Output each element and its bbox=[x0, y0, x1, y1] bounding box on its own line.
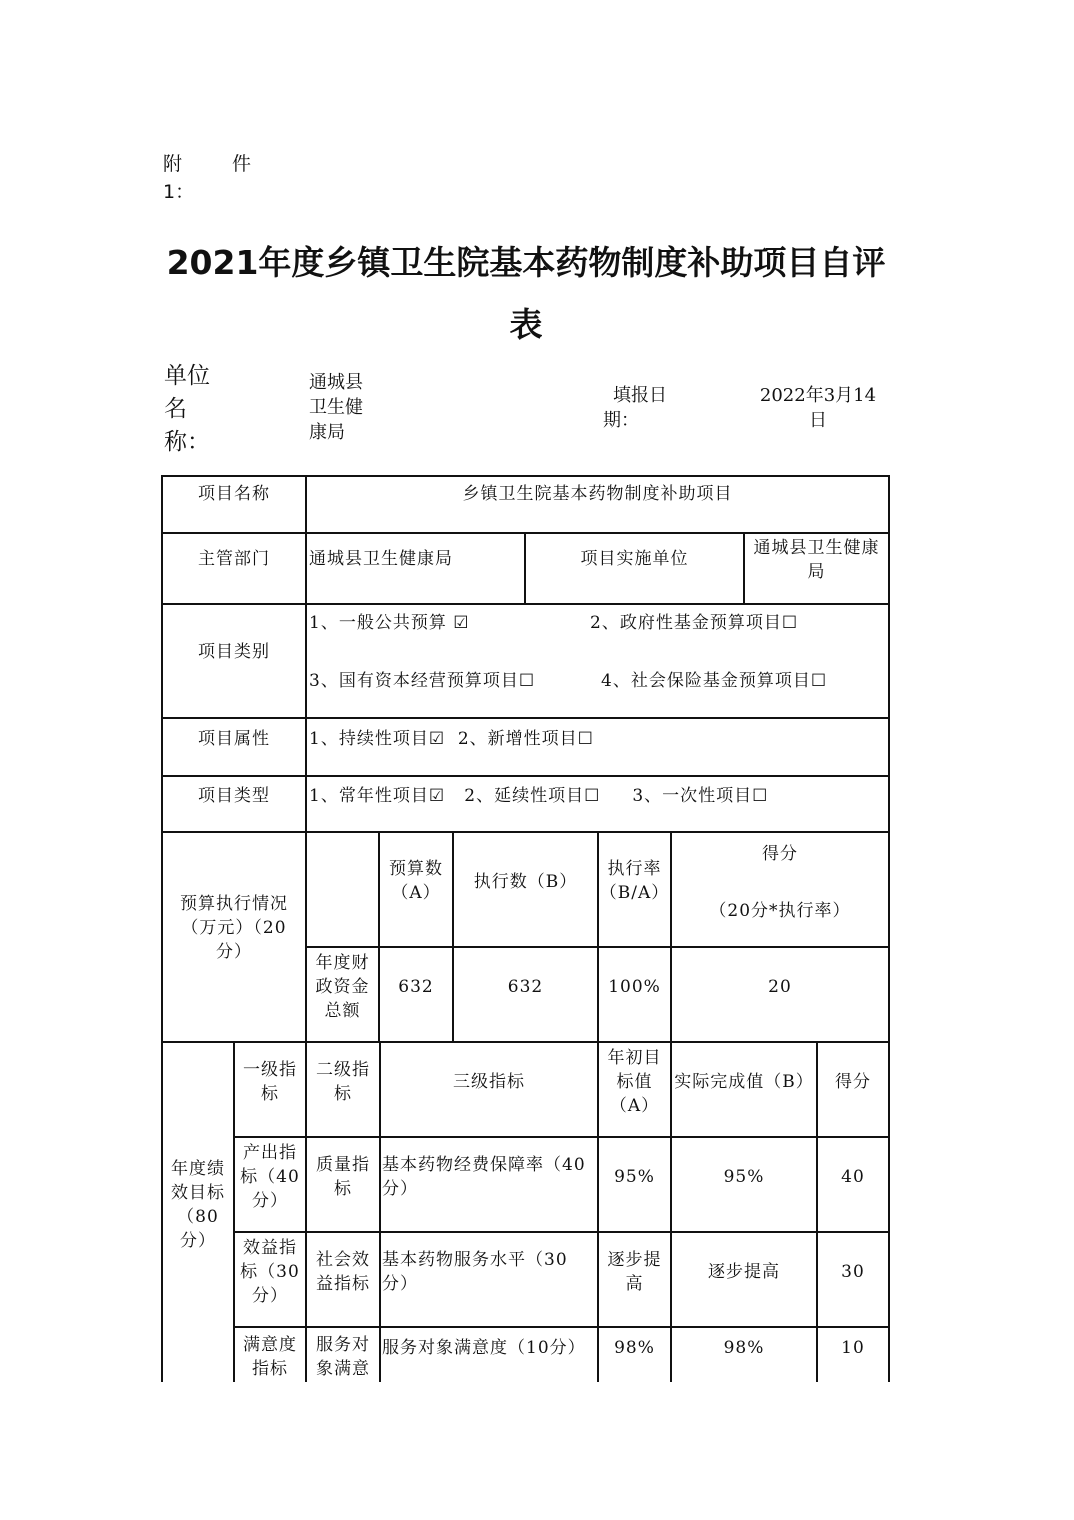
cell-line: 基本药物服务水平（30 bbox=[382, 1250, 568, 1270]
project-name-value: 乡镇卫生院基本药物制度补助项目 bbox=[462, 484, 733, 504]
header-line: 标 bbox=[261, 1084, 279, 1104]
header-line: （B/A） bbox=[599, 883, 670, 903]
perf-label-line: 分） bbox=[180, 1231, 216, 1251]
attribute-label: 项目属性 bbox=[198, 729, 270, 749]
budget-exec-label bbox=[163, 892, 305, 964]
target-cell: 95% bbox=[614, 1167, 655, 1187]
category-option: 3、国有资本经营预算项目☐ bbox=[309, 671, 536, 691]
exec-rate-header bbox=[599, 857, 670, 905]
level3-header: 三级指标 bbox=[453, 1072, 525, 1092]
level2-cell bbox=[307, 1153, 379, 1201]
cell-line: 指标 bbox=[252, 1359, 288, 1379]
attribute-options: 1、持续性项目☑ 2、新增性项目☐ bbox=[309, 729, 594, 749]
header-line: （A） bbox=[391, 883, 441, 903]
level2-cell bbox=[307, 1333, 379, 1381]
header-line: 预算数 bbox=[389, 859, 443, 879]
level1-cell bbox=[235, 1236, 305, 1308]
budget-a-header bbox=[380, 857, 452, 905]
budget-label-line: 分） bbox=[216, 942, 252, 962]
project-name-label: 项目名称 bbox=[198, 484, 270, 504]
budget-score-header bbox=[672, 842, 888, 923]
budget-label-line: （万元）（20 bbox=[181, 918, 287, 938]
perf-label-line: 效目标 bbox=[171, 1183, 225, 1203]
type-label: 项目类型 bbox=[198, 786, 270, 806]
header-line: 得分 bbox=[762, 844, 798, 864]
unit-value-line: 康局 bbox=[309, 422, 345, 443]
cell-line: 效益指 bbox=[243, 1238, 297, 1258]
cell-line: 社会效 bbox=[316, 1250, 370, 1270]
header-line: 标值 bbox=[616, 1072, 653, 1092]
type-options: 1、常年性项目☑ 2、延续性项目☐ 3、一次性项目☐ bbox=[309, 786, 769, 806]
category-option: 2、政府性基金预算项目☐ bbox=[590, 613, 799, 633]
cell-line: 满意度 bbox=[243, 1335, 297, 1355]
fiscal-label-line: 总额 bbox=[324, 1001, 361, 1021]
unit-label-line: 称： bbox=[164, 429, 210, 455]
impl-unit-line: 局 bbox=[807, 562, 826, 582]
document-title bbox=[163, 232, 889, 356]
level3-cell bbox=[382, 1248, 597, 1296]
dept-label: 主管部门 bbox=[198, 549, 270, 569]
perf-label-line: （80 bbox=[177, 1207, 219, 1227]
impl-unit-value bbox=[745, 536, 888, 584]
dept-value: 通城县卫生健康局 bbox=[309, 549, 453, 569]
cell-line: 高 bbox=[625, 1274, 644, 1294]
header-line: （20分*执行率） bbox=[709, 901, 851, 921]
perf-target-label bbox=[163, 1157, 233, 1253]
actual-cell: 95% bbox=[723, 1167, 765, 1187]
cell-line: 服务对 bbox=[316, 1335, 370, 1355]
date-value-line: 日 bbox=[809, 410, 827, 431]
impl-unit-label: 项目实施单位 bbox=[580, 549, 689, 569]
cell-line: 分） bbox=[382, 1179, 418, 1199]
header-line: 一级指 bbox=[243, 1060, 297, 1080]
cell-line: 产出指 bbox=[243, 1143, 297, 1163]
level1-header bbox=[235, 1058, 305, 1106]
level2-header bbox=[307, 1058, 379, 1106]
target-cell: 98% bbox=[614, 1338, 655, 1358]
category-option: 1、一般公共预算 ☑ bbox=[309, 613, 470, 633]
score-cell: 30 bbox=[841, 1262, 865, 1282]
score-cell: 40 bbox=[841, 1167, 865, 1187]
cell-line: 益指标 bbox=[316, 1274, 370, 1294]
unit-name-value bbox=[309, 370, 379, 445]
level1-cell bbox=[235, 1141, 305, 1213]
unit-label-line: 单位 bbox=[164, 363, 210, 389]
budget-value: 632 bbox=[398, 977, 434, 997]
fill-date-value bbox=[748, 383, 888, 433]
cell-line: 分） bbox=[382, 1274, 418, 1294]
actual-cell: 逐步提高 bbox=[708, 1262, 780, 1282]
level3-cell: 服务对象满意度（10分） bbox=[382, 1338, 586, 1358]
actual-cell: 98% bbox=[723, 1338, 765, 1358]
fiscal-label-line: 年度财 bbox=[315, 953, 370, 973]
date-value-line: 2022年3月14 bbox=[759, 385, 877, 406]
fill-date-label bbox=[603, 383, 678, 433]
unit-value-line: 通城县 bbox=[309, 372, 363, 393]
header-line: 执行率 bbox=[607, 859, 662, 879]
cell-line: 分） bbox=[252, 1286, 288, 1306]
cell-line: 分） bbox=[252, 1191, 288, 1211]
attachment-label bbox=[163, 150, 273, 206]
exec-b-header: 执行数（B） bbox=[473, 872, 578, 892]
unit-value-line: 卫生健 bbox=[309, 397, 363, 418]
fiscal-total-label bbox=[307, 951, 378, 1023]
fiscal-label-line: 政资金 bbox=[315, 977, 370, 997]
header-line: 标 bbox=[334, 1084, 352, 1104]
title-line: 表 bbox=[509, 305, 543, 344]
date-label-line: 期： bbox=[603, 410, 639, 431]
cell-line: 标（30 bbox=[240, 1262, 300, 1282]
header-line: 年初目 bbox=[607, 1048, 662, 1068]
cell-line: 基本药物经费保障率（40 bbox=[382, 1155, 586, 1175]
budget-label-line: 预算执行情况 bbox=[180, 894, 288, 914]
header-line: 二级指 bbox=[316, 1060, 370, 1080]
cell-line: 标 bbox=[334, 1179, 352, 1199]
unit-label-line: 名 bbox=[164, 396, 187, 422]
exec-rate-value: 100% bbox=[608, 977, 661, 997]
level3-cell bbox=[382, 1153, 597, 1201]
level1-cell bbox=[235, 1333, 305, 1381]
level2-cell bbox=[307, 1248, 379, 1296]
target-cell bbox=[599, 1248, 670, 1296]
title-line: 2021年度乡镇卫生院基本药物制度补助项目自评 bbox=[166, 243, 886, 282]
cell-line: 质量指 bbox=[316, 1155, 370, 1175]
header-line: （A） bbox=[609, 1096, 660, 1116]
score-cell: 10 bbox=[841, 1338, 865, 1358]
category-label: 项目类别 bbox=[198, 642, 270, 662]
cell-line: 象满意 bbox=[316, 1359, 370, 1379]
exec-value: 632 bbox=[507, 977, 544, 997]
category-option: 4、社会保险基金预算项目☐ bbox=[601, 671, 828, 691]
cell-line: 逐步提 bbox=[607, 1250, 662, 1270]
target-header bbox=[599, 1046, 670, 1118]
date-label-line: 填报日 bbox=[613, 385, 667, 406]
perf-score-header: 得分 bbox=[835, 1072, 871, 1092]
actual-header: 实际完成值（B） bbox=[674, 1072, 814, 1092]
perf-label-line: 年度绩 bbox=[171, 1159, 225, 1179]
impl-unit-line: 通城县卫生健康 bbox=[753, 538, 880, 558]
attachment-line: 附 件 bbox=[163, 153, 274, 175]
attachment-line: 1： bbox=[163, 181, 195, 203]
budget-score-value: 20 bbox=[768, 977, 792, 997]
cell-line: 标（40 bbox=[240, 1167, 300, 1187]
unit-name-label bbox=[164, 360, 224, 459]
